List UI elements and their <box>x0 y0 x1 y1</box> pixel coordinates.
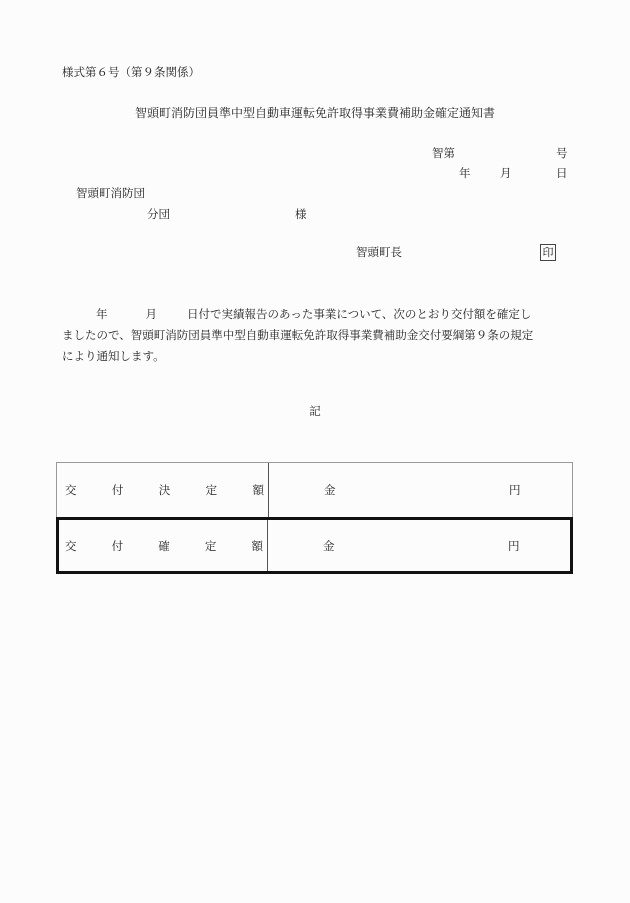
document-title: 智頭町消防団員準中型自動車運転免許取得事業費補助金確定通知書 <box>134 106 495 120</box>
body-line-1 <box>62 304 582 325</box>
body-year-label: 年 <box>96 307 108 321</box>
amount-suffix: 円 <box>508 538 520 553</box>
label-char: 付 <box>111 483 124 497</box>
notice-body <box>62 304 582 367</box>
label-char: 付 <box>111 538 124 553</box>
decided-amount-field[interactable] <box>269 463 572 517</box>
recipient-honorific: 様 <box>295 207 307 221</box>
amount-prefix: 金 <box>323 538 335 553</box>
table-row-confirmed-amount <box>56 517 573 574</box>
label-char: 決 <box>158 483 171 497</box>
recipient-branch-label: 分団 <box>147 207 170 221</box>
label-char: 額 <box>252 483 264 497</box>
confirmed-amount-field[interactable] <box>268 520 570 571</box>
body-line-2: ましたので、智頭町消防団員準中型自動車運転免許取得事業費補助金交付要綱第９条の規定 <box>62 328 534 342</box>
label-char: 交 <box>65 538 77 553</box>
amount-prefix: 金 <box>324 483 336 497</box>
body-line-1-text: 日付で実績報告のあった事業について、次のとおり交付額を確定し <box>187 307 532 321</box>
label-char: 定 <box>204 538 217 553</box>
reference-number-prefix: 智第 <box>432 146 455 160</box>
seal-icon: 印 <box>540 244 556 261</box>
reference-number-suffix: 号 <box>556 146 568 160</box>
body-month-label: 月 <box>145 307 157 321</box>
label-char: 額 <box>251 538 263 553</box>
label-char: 交 <box>65 483 77 497</box>
decided-amount-label <box>57 463 269 517</box>
recipient-organization: 智頭町消防団 <box>76 186 145 200</box>
confirmed-amount-label <box>59 520 268 571</box>
form-number: 様式第６号（第９条関係） <box>62 65 200 79</box>
date-year-label: 年 <box>459 166 471 180</box>
ki-heading: 記 <box>309 404 321 418</box>
sender-title: 智頭町長 <box>356 245 402 259</box>
date-month-label: 月 <box>500 166 512 180</box>
amount-suffix: 円 <box>509 483 521 497</box>
body-line-3: により通知します。 <box>62 349 165 363</box>
label-char: 定 <box>205 483 218 497</box>
label-char: 確 <box>158 538 170 553</box>
table-row-decided-amount <box>56 462 573 517</box>
amount-table <box>56 462 573 574</box>
date-day-label: 日 <box>556 166 568 180</box>
